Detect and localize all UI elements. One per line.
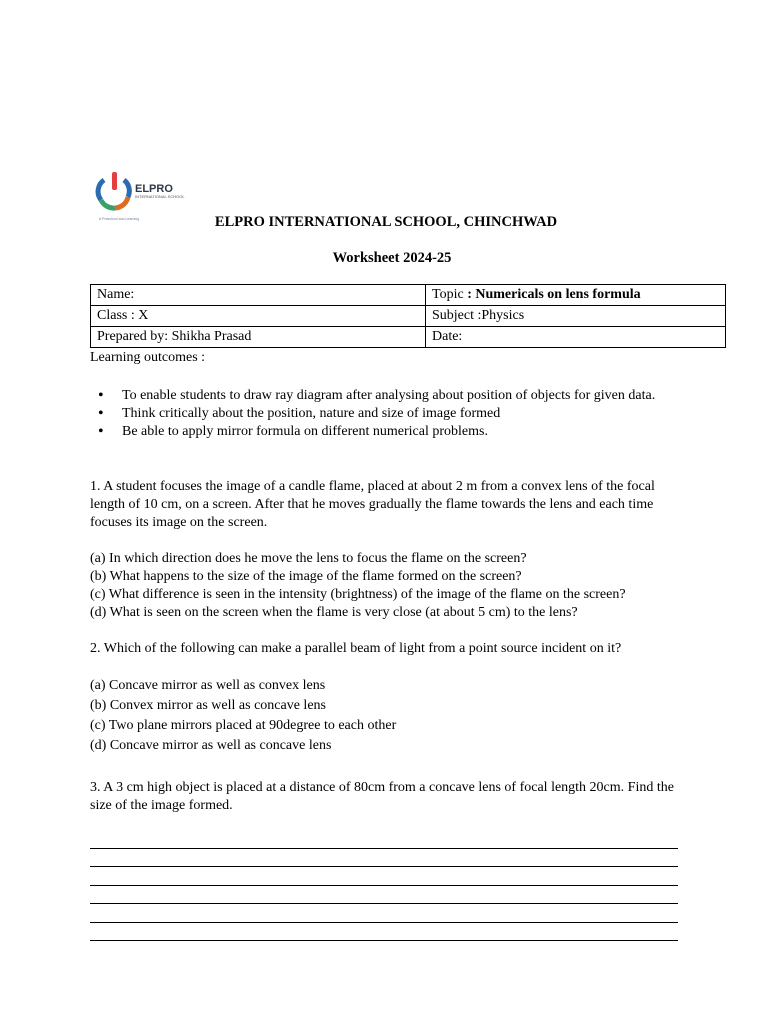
question-3-text: 3. A 3 cm high object is placed at a distance of 80cm from a concave lens of focal length 20cm. Find the size of the image formed. [90, 780, 674, 813]
subject-cell: Subject :Physics [426, 306, 726, 327]
topic-label: Topic [432, 287, 468, 302]
class-cell: Class : X [91, 306, 426, 327]
question-1-part-c: (c) What difference is seen in the intensity (brightness) of the image of the flame on the screen? [90, 587, 626, 602]
answer-line [90, 886, 678, 904]
school-name-heading: ELPRO INTERNATIONAL SCHOOL, CHINCHWAD [214, 214, 558, 230]
learning-outcomes-heading: Learning outcomes : [90, 350, 206, 365]
topic-value: : Numericals on lens formula [467, 287, 641, 302]
list-item: • To enable students to draw ray diagram after analysing about position of objects for given data. [90, 387, 690, 405]
answer-line [90, 923, 678, 941]
table-row [91, 285, 726, 306]
list-item: • Think critically about the position, nature and size of image formed [90, 405, 690, 423]
name-cell: Name: [91, 285, 426, 306]
prepared-by-cell: Prepared by: Shikha Prasad [91, 327, 426, 348]
question-2-option-d: (d) Concave mirror as well as concave lens [90, 738, 332, 753]
answer-line [90, 904, 678, 922]
answer-line [90, 867, 678, 885]
learning-outcomes-list [90, 387, 690, 441]
student-info-table [90, 284, 726, 348]
answer-lines [90, 848, 678, 941]
logo-subtitle: INTERNATIONAL SCHOOL [135, 194, 185, 199]
logo-wordmark: ELPRO [135, 183, 173, 195]
table-row [91, 306, 726, 327]
question-2-option-b: (b) Convex mirror as well as concave lens [90, 698, 326, 713]
date-cell: Date: [426, 327, 726, 348]
question-2-option-c: (c) Two plane mirrors placed at 90degree to each other [90, 718, 397, 733]
question-2-text: 2. Which of the following can make a parallel beam of light from a point source incident on it? [90, 641, 622, 656]
question-1-part-d: (d) What is seen on the screen when the flame is very close (at about 5 cm) to the lens? [90, 605, 578, 620]
topic-cell [426, 285, 726, 306]
answer-line [90, 849, 678, 867]
logo-tagline: A Preschool and Learning [99, 217, 140, 221]
question-1-part-a: (a) In which direction does he move the lens to focus the flame on the screen? [90, 551, 527, 566]
question-1-text: 1. A student focuses the image of a candle flame, placed at about 2 m from a convex lens of the focal length of 10 cm, on a screen. After that he moves gradually the flame towards the lens and each time focuses its image on the screen. [90, 479, 655, 530]
question-2-options [90, 677, 690, 757]
question-1-parts [90, 550, 690, 622]
list-item: • Be able to apply mirror formula on different numerical problems. [90, 423, 690, 441]
question-1-part-b: (b) What happens to the size of the image of the flame formed on the screen? [90, 569, 522, 584]
worksheet-title: Worksheet 2024-25 [332, 250, 452, 266]
question-2-option-a: (a) Concave mirror as well as convex lens [90, 678, 326, 693]
table-row [91, 327, 726, 348]
